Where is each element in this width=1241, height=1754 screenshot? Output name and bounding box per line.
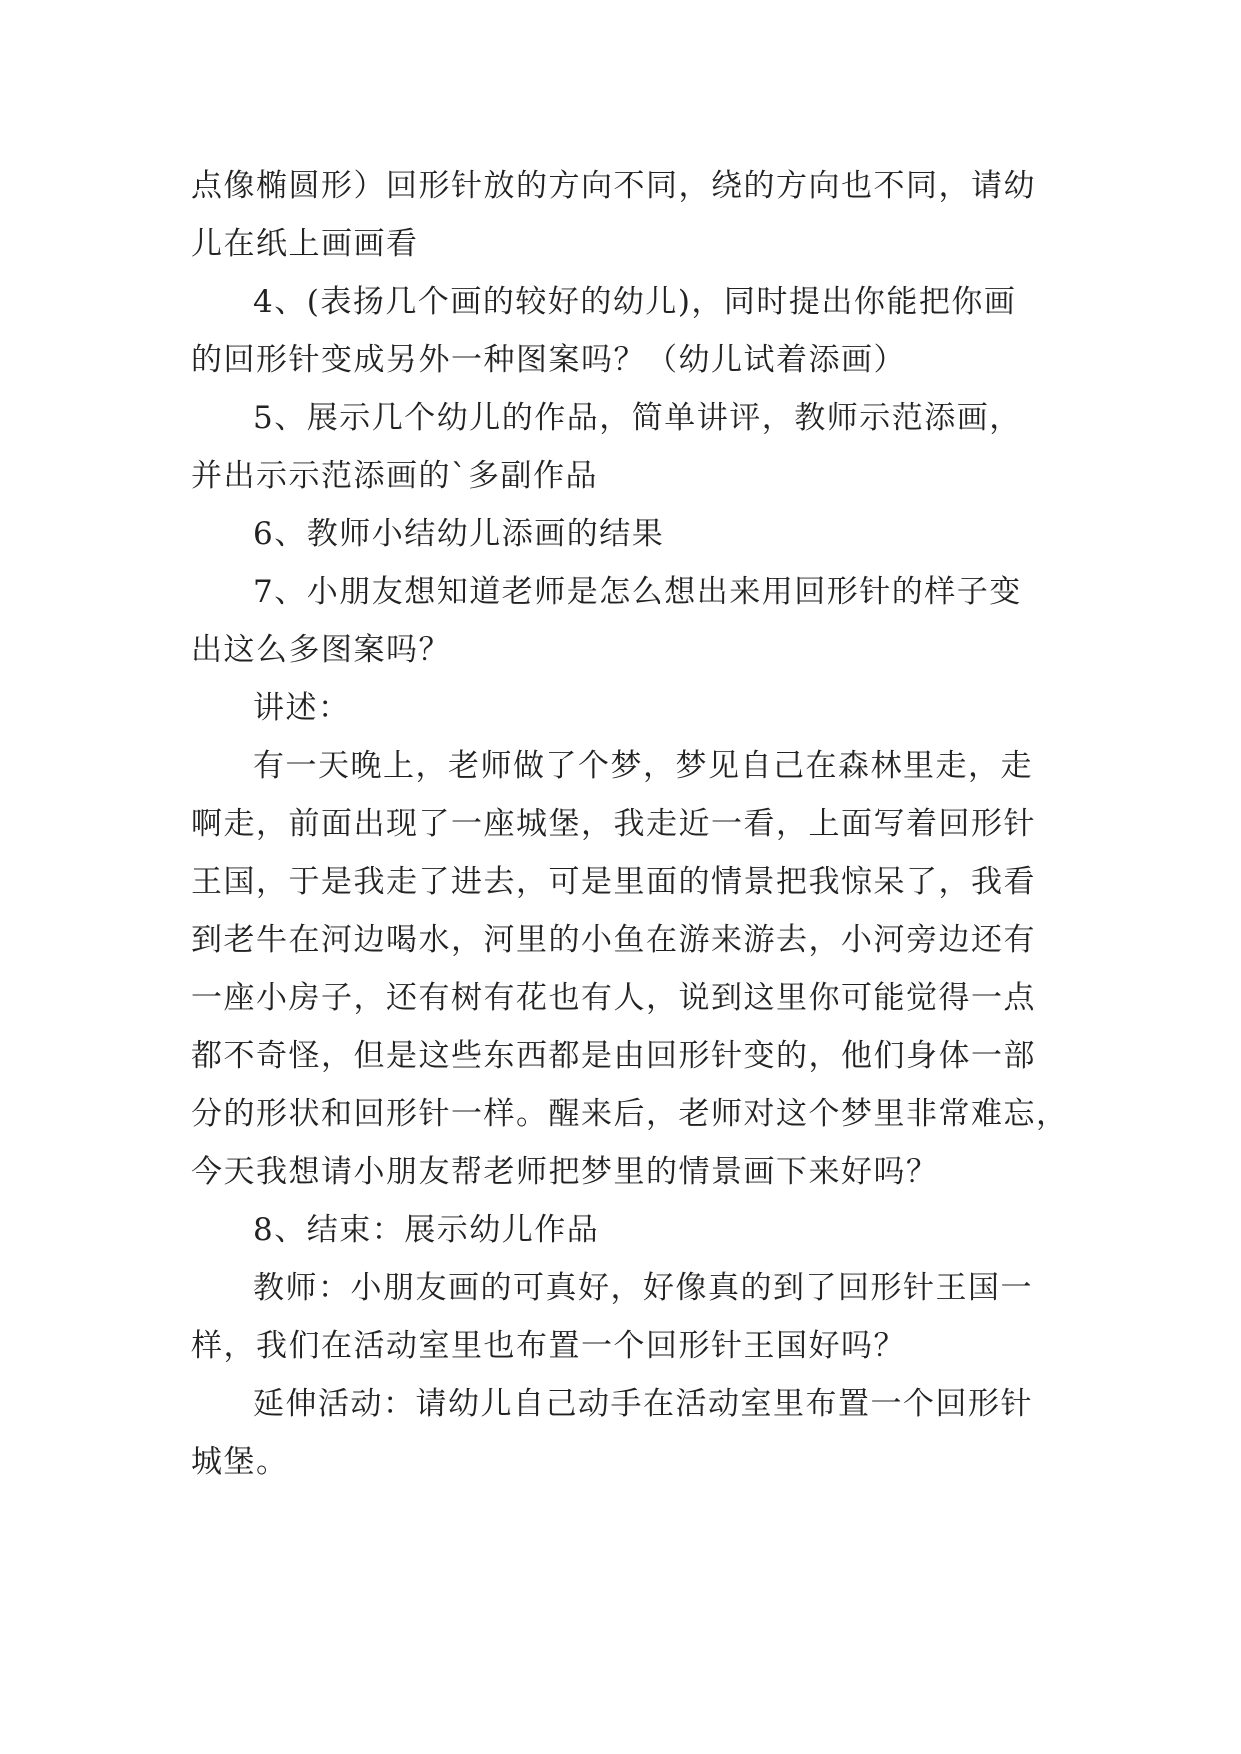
text-line: 讲述：: [253, 690, 351, 726]
text-line: 7、小朋友想知道老师是怎么想出来用回形针的样子变: [253, 574, 1022, 610]
document-body: [191, 157, 1069, 1491]
text-line: 分的形状和回形针一样。醒来后，老师对这个梦里非常难忘，: [191, 1096, 1069, 1132]
text-line: 王国，于是我走了进去，可是里面的情景把我惊呆了，我看: [191, 864, 1036, 900]
text-line: 到老牛在河边喝水，河里的小鱼在游来游去，小河旁边还有: [191, 922, 1036, 958]
text-line: 出这么多图案吗？: [191, 632, 451, 668]
text-line: 教师：小朋友画的可真好，好像真的到了回形针王国一: [253, 1270, 1033, 1306]
text-line: 城堡。: [191, 1444, 289, 1480]
text-line: 5、展示几个幼儿的作品，简单讲评，教师示范添画，: [253, 400, 1022, 436]
text-line: 6、教师小结幼儿添画的结果: [253, 516, 665, 552]
text-line: 啊走，前面出现了一座城堡，我走近一看，上面写着回形针: [191, 806, 1036, 842]
text-line: 一座小房子，还有树有花也有人，说到这里你可能觉得一点: [191, 980, 1036, 1016]
text-line: 并出示示范添画的`多副作品: [191, 458, 598, 494]
text-line: 4、(表扬几个画的较好的幼儿)，同时提出你能把你画: [253, 284, 1017, 320]
text-line: 有一天晚上，老师做了个梦，梦见自己在森林里走，走: [253, 748, 1033, 784]
text-line: 点像椭圆形）回形针放的方向不同，绕的方向也不同，请幼: [191, 168, 1036, 204]
text-line: 8、结束：展示幼儿作品: [253, 1212, 600, 1248]
text-line: 样，我们在活动室里也布置一个回形针王国好吗？: [191, 1328, 906, 1364]
text-line: 儿在纸上画画看: [191, 226, 419, 262]
text-line: 的回形针变成另外一种图案吗？（幼儿试着添画）: [191, 342, 906, 378]
text-line: 今天我想请小朋友帮老师把梦里的情景画下来好吗？: [191, 1154, 939, 1190]
text-line: 都不奇怪，但是这些东西都是由回形针变的，他们身体一部: [191, 1038, 1036, 1074]
text-line: 延伸活动：请幼儿自己动手在活动室里布置一个回形针: [253, 1386, 1033, 1422]
